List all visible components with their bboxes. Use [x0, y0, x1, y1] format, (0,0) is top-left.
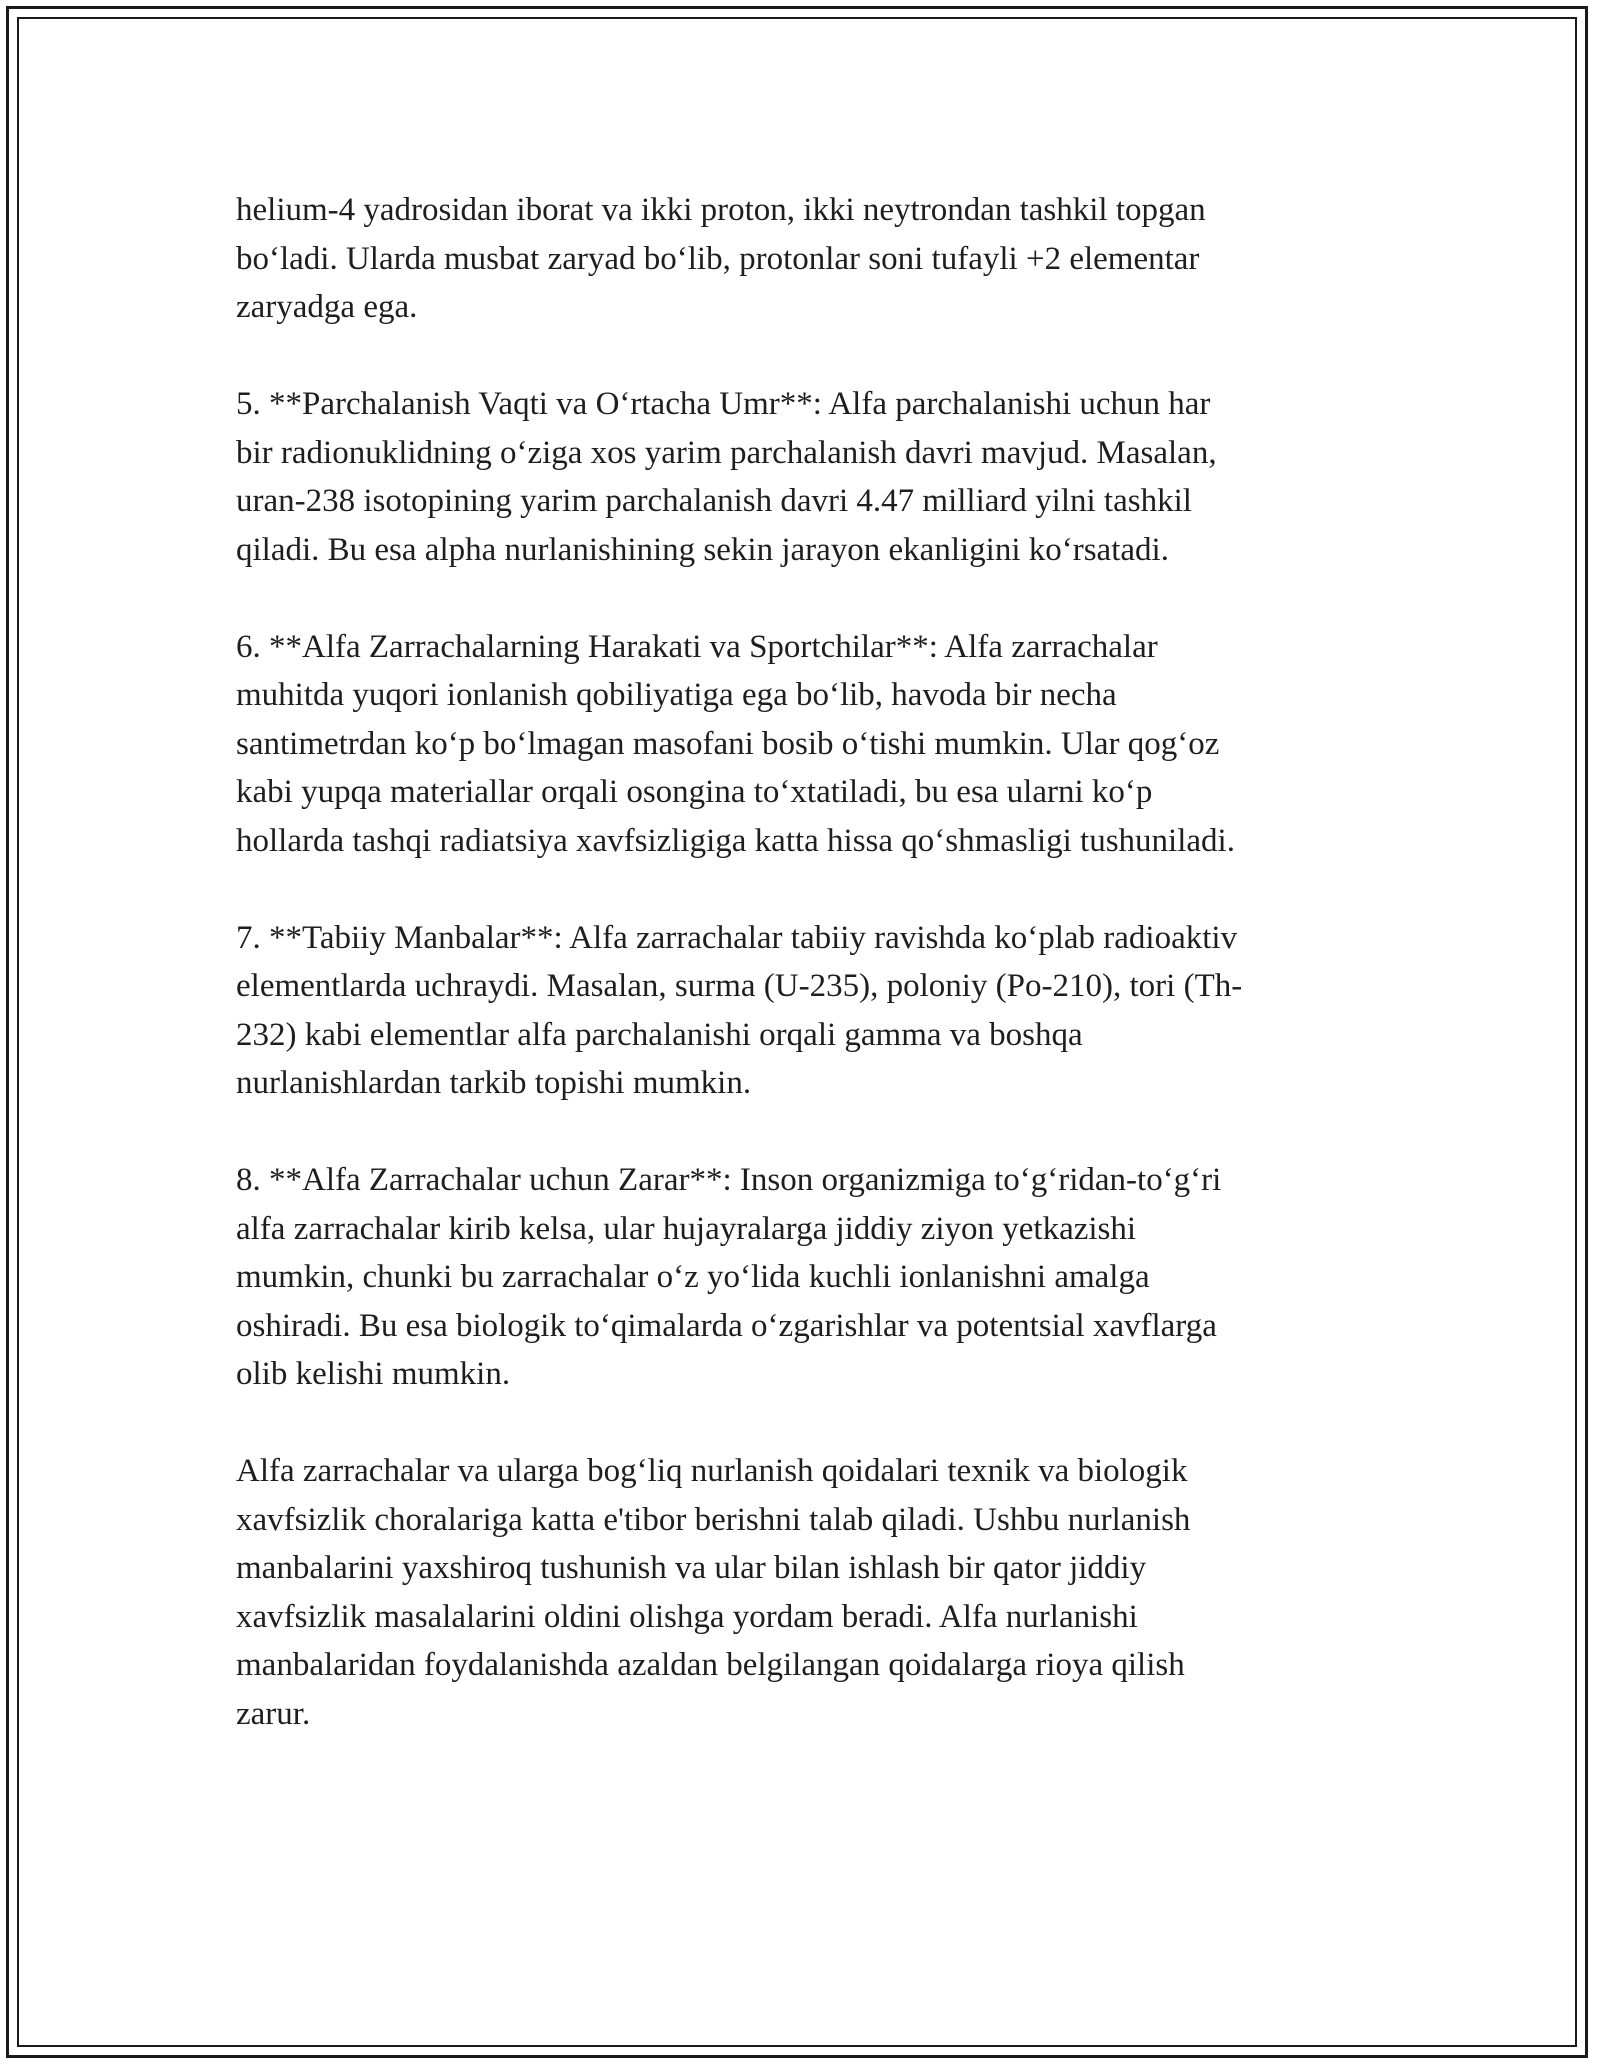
text-line: mumkin, chunki bu zarrachalar o‘z yo‘lida kuchli ionlanishni amalga [236, 1259, 1150, 1295]
text-line: santimetrdan ko‘p bo‘lmagan masofani bosib o‘tishi mumkin. Ular qog‘oz [236, 725, 1220, 762]
paragraph-item-6 [236, 623, 1366, 866]
text-line: bo‘ladi. Ularda musbat zaryad bo‘lib, protonlar soni tufayli +2 elementar [236, 240, 1200, 277]
text-line: elementlarda uchraydi. Masalan, surma (U-235), poloniy (Po-210), tori (Th- [236, 968, 1243, 1004]
text-line: xavfsizlik choralariga katta e'tibor berishni talab qiladi. Ushbu nurlanish [236, 1501, 1191, 1538]
text-line: manbalarini yaxshiroq tushunish va ular bilan ishlash bir qator jiddiy [236, 1550, 1147, 1586]
text-line: 6. **Alfa Zarrachalarning Harakati va Sportchilar**: Alfa zarrachalar [236, 628, 1158, 665]
paragraph-conclusion [236, 1447, 1366, 1738]
text-line: 5. **Parchalanish Vaqti va O‘rtacha Umr**: Alfa parchalanishi uchun har [236, 386, 1211, 422]
text-line: helium-4 yadrosidan iborat va ikki proton, ikki neytrondan tashkil topgan [236, 192, 1206, 228]
text-line: 8. **Alfa Zarrachalar uchun Zarar**: Inson organizmiga to‘g‘ridan-to‘g‘ri [236, 1162, 1222, 1198]
paragraph-intro-continuation [236, 186, 1366, 332]
text-line: Alfa zarrachalar va ularga bog‘liq nurlanish qoidalari texnik va biologik [236, 1453, 1188, 1489]
text-line: zaryadga ega. [236, 289, 418, 325]
text-line: zarur. [236, 1695, 311, 1732]
text-line: hollarda tashqi radiatsiya xavfsizligiga katta hissa qo‘shmasligi tushuniladi. [236, 822, 1235, 859]
text-line: nurlanishlardan tarkib topishi mumkin. [236, 1065, 752, 1101]
text-line: bir radionuklidning o‘ziga xos yarim parchalanish davri mavjud. Masalan, [236, 434, 1217, 471]
text-line: muhitda yuqori ionlanish qobiliyatiga ega bo‘lib, havoda bir necha [236, 677, 1117, 713]
text-line: qiladi. Bu esa alpha nurlanishining sekin jarayon ekanligini ko‘rsatadi. [236, 531, 1169, 568]
paragraph-item-8 [236, 1156, 1366, 1399]
text-line: xavfsizlik masalalarini oldini olishga yordam beradi. Alfa nurlanishi [236, 1598, 1138, 1635]
text-line: 7. **Tabiiy Manbalar**: Alfa zarrachalar tabiiy ravishda ko‘plab radioaktiv [236, 919, 1238, 956]
paragraph-item-7 [236, 914, 1366, 1108]
text-line: kabi yupqa materiallar orqali osongina to‘xtatiladi, bu esa ularni ko‘p [236, 774, 1153, 810]
paragraph-item-5 [236, 380, 1366, 574]
document-body [236, 186, 1366, 1787]
text-line: uran-238 isotopining yarim parchalanish davri 4.47 milliard yilni tashkil [236, 483, 1192, 519]
text-line: olib kelishi mumkin. [236, 1356, 511, 1392]
text-line: oshiradi. Bu esa biologik to‘qimalarda o‘zgarishlar va potentsial xavflarga [236, 1307, 1217, 1344]
text-line: 232) kabi elementlar alfa parchalanishi orqali gamma va boshqa [236, 1016, 1083, 1053]
text-line: manbalaridan foydalanishda azaldan belgilangan qoidalarga rioya qilish [236, 1647, 1185, 1683]
text-line: alfa zarrachalar kirib kelsa, ular hujayralarga jiddiy ziyon yetkazishi [236, 1210, 1137, 1247]
